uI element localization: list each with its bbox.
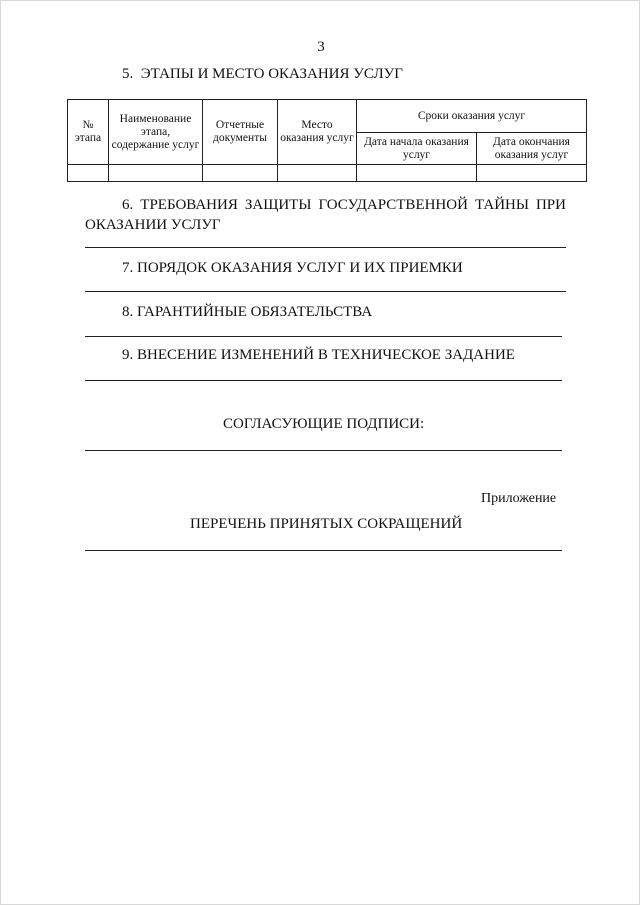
appendix-rule xyxy=(85,550,562,551)
header-stage-name: Наименование этапа, содержание услуг xyxy=(109,100,203,165)
header-reports: Отчетные документы xyxy=(203,100,278,165)
page-number: 3 xyxy=(317,39,325,55)
table-row xyxy=(68,165,587,182)
appendix-label: Приложение xyxy=(481,491,557,506)
header-terms: Сроки оказания услуг xyxy=(357,100,587,133)
header-start-date: Дата начала оказания услуг xyxy=(357,133,477,165)
section-8-title: 8. ГАРАНТИЙНЫЕ ОБЯЗАТЕЛЬСТВА xyxy=(122,304,373,320)
table-cell xyxy=(68,165,109,182)
section-7-rule xyxy=(85,291,566,292)
stages-table xyxy=(67,99,587,182)
header-stage-number: № этапа xyxy=(68,100,109,165)
header-end-date: Дата окончания оказания услуг xyxy=(477,133,587,165)
header-place: Место оказания услуг xyxy=(278,100,357,165)
table-cell xyxy=(278,165,357,182)
section-7-title: 7. ПОРЯДОК ОКАЗАНИЯ УСЛУГ И ИХ ПРИЕМКИ xyxy=(122,260,463,276)
section-6-rule xyxy=(85,247,566,248)
appendix-title: ПЕРЕЧЕНЬ ПРИНЯТЫХ СОКРАЩЕНИЙ xyxy=(190,516,463,532)
signatures-title: СОГЛАСУЮЩИЕ ПОДПИСИ: xyxy=(223,416,425,432)
table-cell xyxy=(109,165,203,182)
section-6-title-line2: ОКАЗАНИИ УСЛУГ xyxy=(85,217,221,233)
section-5-title: 5. ЭТАПЫ И МЕСТО ОКАЗАНИЯ УСЛУГ xyxy=(122,66,403,82)
section-9-rule xyxy=(85,380,562,381)
section-6-title-line1: 6. ТРЕБОВАНИЯ ЗАЩИТЫ ГОСУДАРСТВЕННОЙ ТАЙНЫ ПРИ xyxy=(122,197,566,213)
section-9-title: 9. ВНЕСЕНИЕ ИЗМЕНЕНИЙ В ТЕХНИЧЕСКОЕ ЗАДАНИЕ xyxy=(122,347,515,363)
table-cell xyxy=(203,165,278,182)
signatures-rule xyxy=(85,450,562,451)
table-cell xyxy=(357,165,477,182)
table-cell xyxy=(477,165,587,182)
section-8-rule xyxy=(85,336,562,337)
